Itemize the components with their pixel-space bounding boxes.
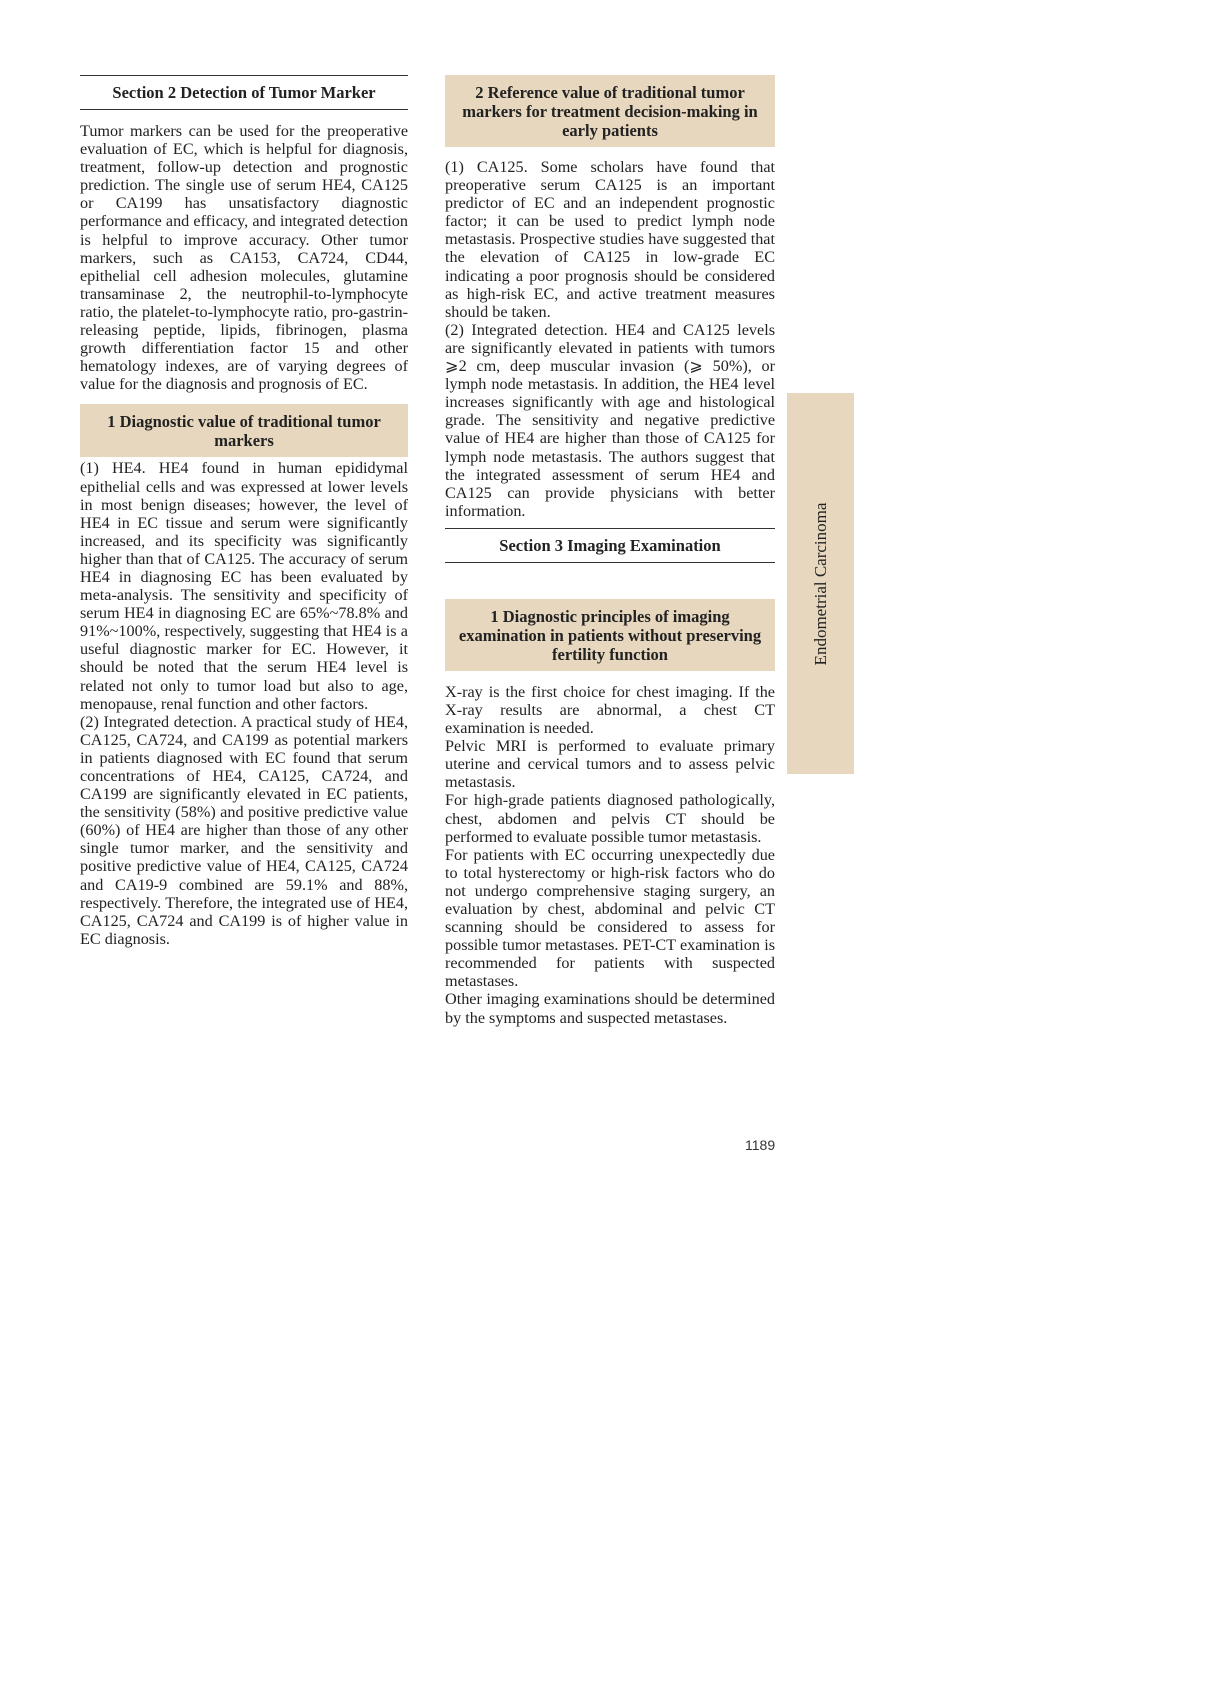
pelvic-mri-paragraph: Pelvic MRI is performed to evaluate primary uterine and cervical tumors and to assess pelvic metastasis. [445,737,775,792]
ca125-paragraph: (1) CA125. Some scholars have found that preoperative serum CA125 is an important predictor of EC and an independent prognostic factor; it can be used to predict lymph node metastasis. Prospective studies have suggested that the elevation of CA125 in low-grade EC indicating a poor prognosis should be considered as high-risk EC, and active treatment measures should be taken. [445,158,775,321]
integrated-detection-he4-ca125-paragraph: (2) Integrated detection. HE4 and CA125 levels are significantly elevated in patients with tumors ⩾2 cm, deep muscular invasion (⩾ 50%), or lymph node metastasis. In addition, the HE4 level increases significantly with age and histological grade. The sensitivity and negative predictive value of HE4 are higher than those of CA125 for lymph node metastasis. The authors suggest that the integrated assessment of serum HE4 and CA125 can provide physicians with better information. [445,320,775,520]
he4-paragraph: (1) HE4. HE4 found in human epididymal epithelial cells and was expressed at lower levels in most benign diseases; however, the level of HE4 in EC tissue and serum were significantly increased, and its specificity was significantly higher than that of CA125. The accuracy of serum HE4 in diagnosing EC has been evaluated by meta-analysis. The sensitivity and specificity of serum HE4 in diagnosing EC are 65%~78.8% and 91%~100%, respectively, suggesting that HE4 is a useful diagnostic marker for EC. However, it should be noted that the serum HE4 level is related not only to tumor load but also to age, menopause, renal function and other factors. [80,459,408,713]
high-grade-paragraph: For high-grade patients diagnosed pathologically, chest, abdomen and pelvis CT should be performed to evaluate possible tumor metastasis. [445,791,775,846]
page-number: 1189 [745,1137,776,1153]
subheading-reference-value: 2 Reference value of traditional tumor markers for treatment decision-making in early patients [445,75,775,147]
integrated-detection-paragraph: (2) Integrated detection. A practical study of HE4, CA125, CA724, and CA199 as potential markers in patients diagnosed with EC found that serum concentrations of HE4, CA125, CA724, and CA199 are significantly elevated in EC patients, the sensitivity (58%) and positive predictive value (60%) of HE4 are higher than those of any other single tumor marker, and the sensitivity and positive predictive value of HE4, CA125, CA724 and CA19-9 combined are 59.1% and 88%, respectively. Therefore, the integrated use of HE4, CA125, CA724 and CA199 is of higher value in EC diagnosis. [80,712,408,948]
section-2-intro-paragraph: Tumor markers can be used for the preoperative evaluation of EC, which is helpful for diagnosis, treatment, follow-up detection and prognostic prediction. The single use of serum HE4, CA125 or CA199 has unsatisfactory diagnostic performance and efficacy, and integrated detection is helpful to improve accuracy. Other tumor markers, such as CA153, CA724, CD44, epithelial cell adhesion molecules, glutamine transaminase 2, the neutrophil-to-lymphocyte ratio, the platelet-to-lymphocyte ratio, pro-gastrin-releasing peptide, lipids, fibrinogen, plasma growth differentiation factor 15 and other hematology indexes, are of varying degrees of value for the diagnosis and prognosis of EC. [80,122,408,394]
section-3-heading: Section 3 Imaging Examination [445,528,775,563]
right-column [445,75,775,1027]
subheading-imaging-principles: 1 Diagnostic principles of imaging examination in patients without preserving fertility function [445,599,775,671]
other-imaging-paragraph: Other imaging examinations should be determined by the symptoms and suspected metastases. [445,990,775,1027]
section-2-heading: Section 2 Detection of Tumor Marker [80,75,408,110]
chapter-side-tab [787,393,854,774]
subheading-diagnostic-value: 1 Diagnostic value of traditional tumor markers [80,404,408,457]
left-column [80,75,408,948]
chapter-side-tab-label: Endometrial Carcinoma [810,502,830,665]
unexpected-ec-paragraph: For patients with EC occurring unexpectedly due to total hysterectomy or high-risk factors who do not undergo comprehensive staging surgery, an evaluation by chest, abdominal and pelvic CT scanning should be considered to assess for possible tumor metastases. PET-CT examination is recommended for patients with suspected metastases. [445,845,775,991]
xray-paragraph: X-ray is the first choice for chest imaging. If the X-ray results are abnormal, a chest CT examination is needed. [445,682,775,738]
